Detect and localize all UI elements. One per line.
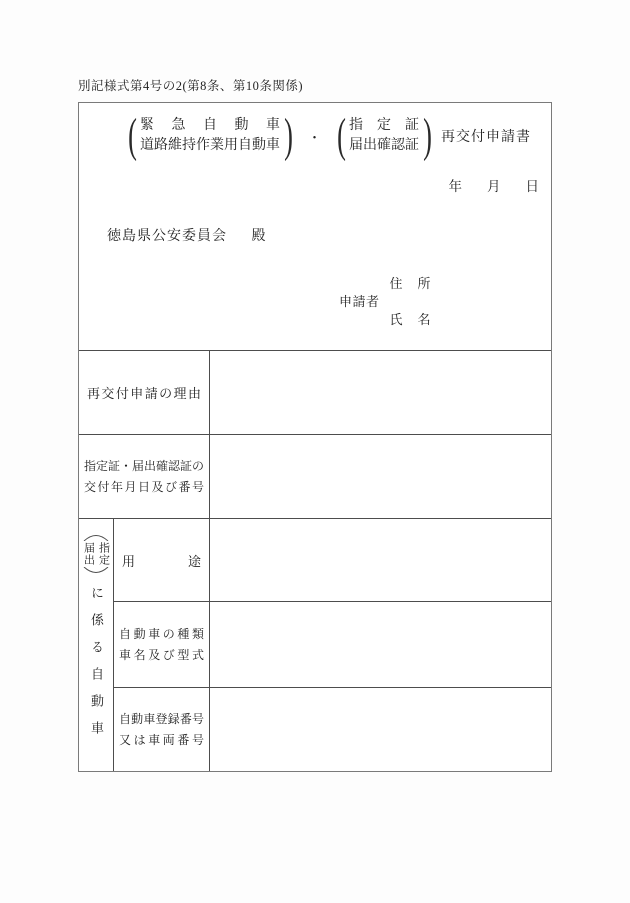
- form-box: [78, 102, 552, 772]
- applicant-block: [339, 273, 432, 328]
- paren-open-icon: (: [128, 109, 137, 162]
- usage-label: 用途: [122, 553, 201, 569]
- form-table: [79, 350, 551, 771]
- vehicle-bracket-labels: [83, 542, 110, 566]
- registration-label-cell: [114, 688, 210, 771]
- cert-value-cell: [210, 435, 551, 519]
- title-vehicle-line2: 道路維持作業用自動車: [140, 138, 280, 153]
- cert-label-line2: 交付年月日及び番号: [84, 479, 205, 494]
- usage-value-cell: [210, 519, 551, 602]
- bracket-arc-bottom-icon: [83, 567, 109, 574]
- reason-label-cell: [79, 351, 210, 435]
- title-cert-line2: 届出確認証: [349, 138, 420, 153]
- applicant-label: 申請者: [339, 294, 380, 309]
- type-value-cell: [210, 602, 551, 688]
- addressee-line: [107, 225, 267, 245]
- title-vehicle-group: [140, 116, 280, 156]
- applicant-address-label: 住 所: [389, 276, 432, 291]
- type-label-line2: 車名及び型式: [119, 647, 204, 662]
- vehicle-bracket: [83, 534, 110, 574]
- cert-label: [79, 456, 209, 498]
- registration-value-cell: [210, 688, 551, 771]
- paren-open-icon: (: [337, 109, 346, 162]
- title-suffix: 再交付申請書: [441, 130, 532, 145]
- title-cert-line1: 指定証: [349, 118, 420, 133]
- applicant-fields: [390, 273, 432, 328]
- bracket-notification-label: 届出: [82, 542, 95, 566]
- date-line: [449, 175, 540, 195]
- registration-label: [114, 709, 209, 751]
- title-cert-group: [349, 116, 419, 156]
- registration-label-line2: 又は車両番号: [119, 732, 204, 747]
- paren-close-icon: ): [423, 109, 432, 162]
- title-separator: ・: [308, 129, 322, 145]
- type-label-cell: [114, 602, 210, 688]
- addressee-honorific: 殿: [251, 229, 267, 244]
- usage-label-cell: [114, 519, 210, 602]
- date-day-label: 日: [525, 179, 539, 194]
- form-number: 別記様式第4号の2(第8条、第10条関係): [78, 79, 304, 93]
- reason-label: 再交付申請の理由: [87, 386, 201, 401]
- bracket-designation-label: 指定: [97, 542, 110, 566]
- form-title: [125, 111, 531, 161]
- date-month-label: 月: [487, 179, 501, 194]
- vehicle-section-header: [79, 519, 114, 771]
- date-year-label: 年: [448, 179, 462, 194]
- title-vehicle-line1: 緊急自動車: [140, 118, 280, 133]
- cert-label-line1: 指定証・届出確認証の: [84, 458, 205, 473]
- type-label: [114, 624, 209, 666]
- applicant-name-label: 氏 名: [389, 312, 432, 327]
- type-label-line1: 自動車の種類: [119, 626, 204, 641]
- vehicle-vertical-label: に係る自動車: [89, 586, 104, 748]
- reason-value-cell: [210, 351, 551, 435]
- addressee-name: 徳島県公安委員会: [107, 229, 227, 244]
- registration-label-line1: 自動車登録番号: [119, 711, 204, 726]
- bracket-arc-top-icon: [83, 534, 109, 541]
- cert-label-cell: [79, 435, 210, 519]
- paren-close-icon: ): [284, 109, 293, 162]
